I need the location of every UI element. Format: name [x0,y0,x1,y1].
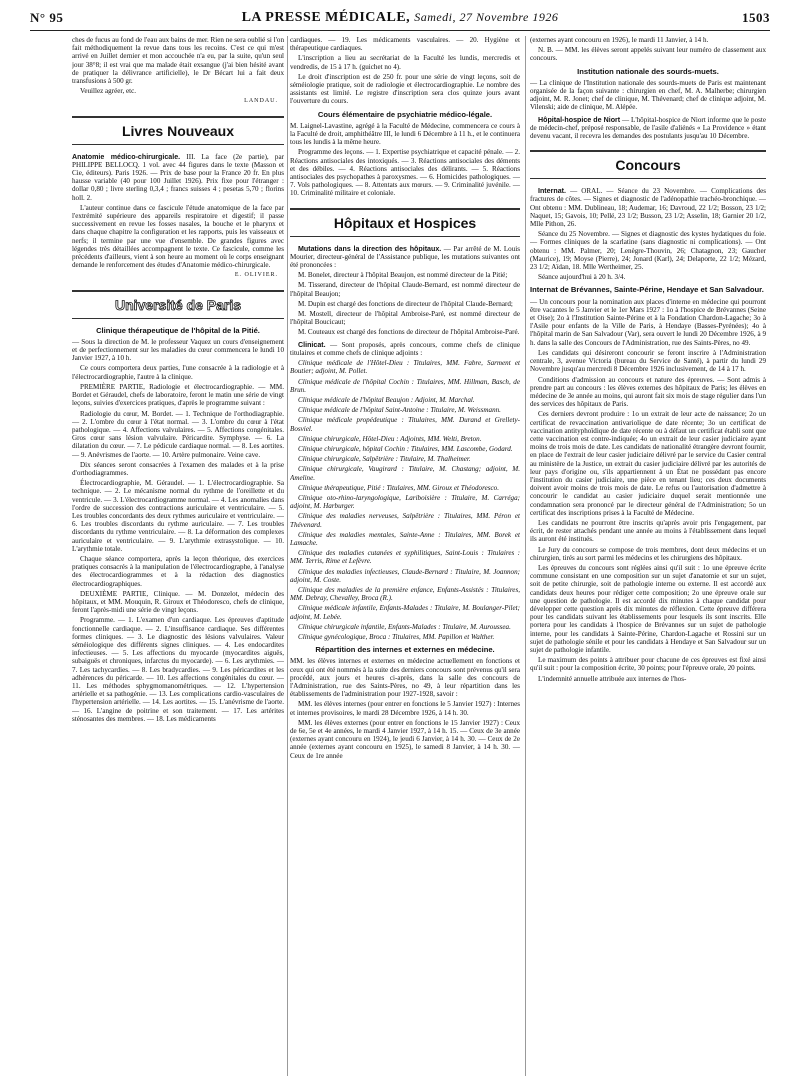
clinic-entry: Clinique des maladies cutanées et syphilitiques, Saint-Louis : Titulaires : MM. Terris, Rime et Lefèvre. [290,549,520,566]
clinic-entry: Clinique thérapeutique, Pitié : Titulaires, MM. Giroux et Théodoresco. [298,483,499,492]
article-paragraph: PREMIÈRE PARTIE, Radiologie et électrocardiographie. — MM. Bordet et Géraudel, chefs de laboratoire, feront le matin une série de vingt leçons, suivies d'exercices pratiques, d'après le programme suivant : [72,382,284,408]
letter-paragraph: Veuillez agréer, etc. [80,87,137,96]
clinic-entry: Clinique chirurgicale, hôpital Cochin : Titulaires, MM. Lascombe, Godard. [298,444,513,453]
paragraph-text: — L'hôpital-hospice de Niort informe que le poste de médecin-chef, préposé responsable, de l'asile d'aliénés « La Providence » étant devenu vacant, il recevra les demandes des postulants jusqu'au 10 Décembre. [530,115,766,141]
letter-signature: LANDAU. [244,98,278,105]
article-paragraph: M. Laignel-Lavastine, agrégé à la Faculté de Médecine, commencera ce cours à la Faculté de droit, amphithéâtre III, le lundi 6 Décembre à 11 h., et le continuera tous les lundis à la même heure. [290,121,520,147]
journal-title: LA PRESSE MÉDICALE, [241,10,411,25]
review-signature: E. OLIVIER. [234,272,278,279]
clinic-entry: Clinique gynécologique, Broca : Titulaires, MM. Papillon et Walther. [298,632,495,641]
article-paragraph: Programme des leçons. — 1. Expertise psychiatrique et capacité pénale. — 2. Réactions antisociales des intoxiqués. — 3. Réactions antisociales des déments et des débiles. — 4. Réactions antisociales des délirants. — 5. Réactions antisociales des psychopathes à paroxysmes. — 6. Homicides pathologiques. — 7. Vols pathologiques. — 8. Attentats aux mœurs. — 9. Criminalité juvénile. — 10. Criminalité militaire et coloniale. [290,148,520,198]
article-paragraph: Ces derniers devront produire : 1o un extrait de leur acte de naissance; 2o un certificat de revaccination antivariolique de date récente; 3o un certificat de vaccination antityphoïdique de date récente ou à défaut un certificat établi sont que cette vaccination est contre-indiquée; 4o un extrait de leur casier judiciaire ayant moins de trois mois de date. Les candidats de nationalité étrangère devront fournir, en place de l'extrait de leur casier judiciaire délivré par le service du Casier central au ministère de la Justice, un extrait du casier judiciaire délivré par les autorités de leur pays d'origine ou, s'ils appartiennent à un État ne possédant pas encore l'institution du casier judiciaire, une pièce en tenant lieu; ces deux documents doivent avoir moins de trois mois de date. Le refus ou l'autorisation d'admettre à concourir le candidat au casier judiciaire duquel serait mentionnée une condamnation sera prononcé par le directeur général de l'Administration; 5o un certificat des inscriptions prises à la Faculté de Médecine. [530,410,766,517]
article-paragraph: L'indemnité annuelle attribuée aux internes de l'hos- [538,674,687,683]
book-entry-details: III. La face (2e partie), par PHILIPPE BELLOCQ. 1 vol. avec 44 figures dans le texte (Masson et Cie, éditeurs). Paris 1926. — Prix de base pour la France 20 fr. En plus hausse variable (40 pour 100 Juillet 1926). Prix fixe pour l'étranger : dollar 0,80 ; livre sterling 0,3,4 ; francs suisses 4 ; pesetas 5,70 ; florins holl. 2. [72,152,284,202]
article-paragraph: N. B. — MM. les élèves seront appelés suivant leur numéro de classement aux concours. [530,46,766,63]
section-title-hopitaux: Hôpitaux et Hospices [290,208,520,237]
clinic-entry: Clinique des maladies mentales, Sainte-Anne : Titulaires, MM. Borek et Lamache. [290,530,520,547]
article-paragraph: MM. les élèves internes (pour entrer en fonctions le 5 Janvier 1927) : Internes et internes provisoires, le mardi 28 Décembre 1926, à 14 h. 30. [290,700,520,717]
article-paragraph: Séance aujourd'hui à 20 h. 3/4. [538,273,626,282]
article-paragraph: Le Jury du concours se compose de trois membres, dont deux médecins et un chirurgien, tirés au sort parmi les médecins et les chirurgiens des hôpitaux. [530,545,766,562]
article-paragraph: — Sous la direction de M. le professeur Vaquez un cours d'enseignement et de perfectionnement sur les maladies du cœur commencera le lundi 10 Janvier 1927, à 10 h. [72,337,284,363]
article-paragraph: Le maximum des points à attribuer pour chacune de ces épreuves est fixé ainsi qu'il suit : pour la composition écrite, 30 points; pour l'épreuve orale, 20 points. [530,656,766,673]
paragraph-text: — ORAL. — Séance du 23 Novembre. — Complications des fractures de côtes. — Signes et diagnostic de l'adénopathie trachéo-bronchique. — Ont obtenu : MM. Dublineau, 18; Audemar, 16; Davroud, 22 1/2; Bosson, 23 1/2; Naquet, 15; Gavois, 10; Pellé, 23 1/2; Busson, 23 1/2; Asselin, 18; Garnier 20 1/2, Mlle Pithon, 26. [530,187,766,229]
article-paragraph: MM. les élèves externes (pour entrer en fonctions le 15 Janvier 1927) : Ceux de 6e, 5e et 4e années, le mardi 4 Janvier 1927, à 14 h. 15. — Ceux de 3e année (externes ayant concouru en 1924), le jeudi 6 Janvier, à 14 h. 30. — Ceux de 2e année (externes ayant concouru en 1925), le samedi 8 Janvier, à 14 h. 30. — Ceux de 1re année [290,718,520,760]
clinic-entry: Clinique oto-rhino-laryngologique, Lariboisière : Titulaire, M. Carréga; adjoint, M. Harburger. [290,493,520,511]
article-paragraph [290,341,520,357]
article-paragraph [530,116,766,141]
paragraph-text: — Sont proposés, après concours, comme chefs de clinique titulaires et comme chefs de clinique adjoints : [290,340,520,357]
column-rule [525,36,526,1076]
clinic-entry: Clinique chirurgicale, Salpêtrière : Titulaire, M. Thalheimer. [298,455,471,464]
article-paragraph: MM. les élèves internes et externes en médecine actuellement en fonctions et ceux qui ont été nommés à la suite des derniers concours sont prévenus qu'il sera procédé, aux jours et heures ci-après, dans la salle des concours de l'Administration, rue des Saints-Pères, no 49, à leur répartition dans les établissements de l'administration pour 1927-1928, savoir : [290,657,520,699]
subsection-title: Internat de Brévannes, Sainte-Périne, Hendaye et San Salvadour. [530,285,764,295]
issue-date: Samedi, 27 Novembre 1926 [414,10,559,24]
masthead [30,10,770,26]
article-paragraph: Dix séances seront consacrées à l'examen des malades et à la prise d'orthodiagrammes. [72,460,284,477]
article-paragraph: Conditions d'admission au concours et nature des épreuves. — Sont admis à prendre part au concours : les élèves externes des hôpitaux de Paris; les élèves en médecine de 3e année au moins, qui auront fait six mois de stage régulier dans l'un des services des hôpitaux de Paris. [530,375,766,409]
clinic-entry: Clinique médicale de l'Hôtel-Dieu : Titulaires, MM. Fabre, Sarment et Boutier; adjoint, M. Pollet. [290,359,520,376]
subsection-title: Répartition des internes et externes en médecine. [315,645,495,655]
article-paragraph: Séance du 25 Novembre. — Signes et diagnostic des kystes hydatiques du foie. — Formes cliniques de la scarlatine (sans diagnostic ni complications). — Ont obtenu : MM. Palmer, 20; Lenègre-Thouvin, 26; Chatagnon, 23; Gaucher (Maurice), 19; Moyse (Pierre), 24; Jonard (Karl), 24; Delaporte, 22 1/2; Mézard, 23 1/2; Aïdan, 18. Mlle Wertheimer, 25. [530,230,766,272]
book-entry [72,153,284,202]
clinic-entry: Clinique des maladies de la première enfance, Enfants-Assistés : Titulaires, MM. Debray, Chevalley, Broca (R.). [290,585,520,603]
paragraph-lead: Internat. [538,187,566,196]
book-review: L'auteur continue dans ce fascicule l'étude anatomique de la face par l'extrémité supérieure des appareils respiratoire et digestif; il passe successivement en revue les fosses nasales, la bouche et le pharynx et dans chaque chapitre la configuration et les rapports, puis les vaisseaux et nerfs; il termine par une vue d'ensemble. De grandes figures avec légendes très détaillées accompagnent le texte. Ce fascicule, comme les précédents d'ailleurs, vient à son heure au moment où le corps enseignant demande le renforcement des études d'Anatomie médico-chirurgicale. [72,203,284,270]
article-paragraph: cardiaques. — 19. Les médicaments vasculaires. — 20. Hygiène et thérapeutique cardiaques. [290,36,520,53]
clinic-entry: Clinique médicale infantile, Enfants-Malades : Titulaire, M. Boulanger-Pilet; adjoint, M. Lebée. [290,604,520,621]
article-paragraph: Chaque séance comportera, après la leçon théorique, des exercices pratiques consacrés à la manipulation de l'électrocardiographe, à l'analyse des électrocardiogrammes et à la rédaction des diagnostics électrocardiographiques. [72,554,284,588]
article-paragraph [530,187,766,228]
clinic-entry: Clinique des maladies infectieuses, Claude-Bernard : Titulaire, M. Joannon; adjoint, M. Coste. [290,567,520,584]
article-paragraph: (externes ayant concouru en 1926), le mardi 11 Janvier, à 14 h. [530,36,709,44]
page-header [30,8,770,31]
section-title-concours: Concours [530,150,766,179]
clinic-entry: Clinique médicale de l'hôpital Cochin : Titulaires, MM. Hillman, Basch, de Brun. [290,377,520,394]
clinic-entry: Clinique médicale de l'hôpital Beaujon : Adjoint, M. Marchal. [298,395,475,404]
column-right [530,36,766,1076]
page-number: 1503 [742,10,770,25]
paragraph-lead: Mutations dans la direction des hôpitaux. [298,244,442,253]
subsection-title: Institution nationale des sourds-muets. [577,66,719,76]
subsection-title: Cours élémentaire de psychiatrie médico-légale. [317,109,493,119]
article-paragraph: Le droit d'inscription est de 250 fr. pour une série de vingt leçons, soit de séméiologie pratique, soit de radiologie et électrocardiographie. Le nombre des assistants est limité. Le registre d'inscription sera clos quinze jours avant l'ouverture du cours. [290,72,520,106]
clinic-entry: Clinique médicale propédeutique : Titulaires, MM. Durand et Grellety-Bosviel. [290,416,520,433]
article-paragraph: M. Bonelet, directeur à l'hôpital Beaujon, est nommé directeur de la Pitié; [298,271,508,280]
article-paragraph: — La clinique de l'Institution nationale des sourds-muets de Paris est maintenant organisée de la façon suivante : chirurgien en chef, M. A. Malherbe; chirurgien adjoint, M. R. Jonet; chef de clinique, M. Thévenard; chef de clinique adjoint, M. Vilenski; aide de clinique, M. Alépée. [530,78,766,112]
article-paragraph: M. Tisserand, directeur de l'hôpital Claude-Bernard, est nommé directeur de l'hôpital Beaujon; [290,281,520,298]
article-paragraph: Les épreuves du concours sont réglées ainsi qu'il suit : 1o une épreuve écrite commune consistant en une composition sur un sujet d'anatomie et sur un sujet, soit de petite chirurgie, soit de pathologie interne ou externe. Il est accordé aux candidats deux heures pour rédiger cette composition; 2o une épreuve orale sur une question de pathologie. Il est accordé dix minutes à chaque candidat pour développer cette question après dix minutes de réflexion. Cette épreuve différera pour les candidats suivant les établissements pour lesquels ils sont inscrits. Elle portera pour les candidats à l'hospice de Brévannes sur un sujet de pathologie interne, pour les candidats à Sainte-Périne, Chardon-Lagache et Rossini sur un sujet de pathologie sénile et pour les candidats à Hendaye et San Salvadour sur un sujet de pathologie infantile. [530,563,766,654]
article-paragraph: — Un concours pour la nomination aux places d'interne en médecine qui pourront être vacantes le 5 Janvier et le 1er Mars 1927 : 1o à l'hospice de Brévannes (Seine et Oise); 2o à l'Institution Sainte-Périne et à la Fondation Chardon-Lagache; 3o à l'Asile pour enfants de la Ville de Paris, à Hendaye (Basses-Pyrénées); 4o à l'hôpital marin de San Salvadour (Var), sera ouvert le lundi 20 Décembre 1926, à 9 h. dans la salle des Concours de l'Administration, rue des Saints-Pères, no 49. [530,297,766,347]
clinic-entry: Clinique chirurgicale infantile, Enfants-Malades : Titulaire, M. Auroussea. [298,622,511,631]
paragraph-text: — Par arrêté de M. Louis Mourier, directeur-général de l'Assistance publique, les mutations suivantes ont été prononcées : [290,244,520,270]
paragraph-lead: Clinicat. [298,340,326,349]
section-title-livres: Livres Nouveaux [72,116,284,145]
column-rule [287,36,288,1076]
paragraph-lead: Hôpital-hospice de Niort [538,115,621,124]
article-paragraph: Les candidats qui désireront concourir se feront inscrire à l'Administration centrale, 3, avenue Victoria (bureau du Service de Santé), à partir du lundi 29 Novembre jusqu'au mercredi 8 Décembre 1926 inclusivement, de 14 à 17 h. [530,348,766,374]
article-paragraph: Électrocardiographie, M. Géraudel. — 1. L'électrocardiographie. Sa technique. — 2. Le mécanisme normal du rythme de l'oreillette et du ventricule. — 3. L'électrocardiogramme normal. — 4. Les anomalies dans l'ordre de succession des contractions auriculaire et ventriculaire. — 5. Les troubles concordants des deux rythmes auriculaire et ventriculaire. — 6. Les troubles discordants du rythme auriculaire. — 7. Les troubles discordants du rythme ventriculaire. — 8. La déformation des complexes auriculaire et ventriculaire. — 9. L'arythmie extrasystolique. — 10. L'arythmie totale. [72,479,284,553]
clinic-entry: Clinique chirurgicale, Vaugirard : Titulaire, M. Chastang; adjoint, M. Ameline. [290,465,520,482]
article-paragraph: DEUXIÈME PARTIE, Clinique. — M. Donzelot, médecin des hôpitaux, et MM. Mouquin, R. Giroux et Théodoresco, chefs de clinique, feront l'après-midi une série de vingt leçons. [72,589,284,615]
article-paragraph: Ce cours comportera deux parties, l'une consacrée à la radiologie et à l'électrocardiographie, l'autre à la clinique. [72,364,284,381]
article-paragraph [290,245,520,270]
column-middle [290,36,520,1076]
letter-paragraph: ches de fucus au fond de l'eau aux bains de mer. Rien ne sera oublié si l'on fait méthodiquement la revue dans tous les recoins. C'est ce qui m'est arrivé en Juillet dernier et mon accouchée n'a eu, par la suite, qu'un seul jour 38°8; il est vrai que ma malade était exsangue (j'ai bien hésité avant de pratiquer la délivrance artificielle), le Dr Bécart lui a fait deux transfusions à 500 gr. [72,36,284,86]
clinic-entry: Clinique médicale de l'hôpital Saint-Antoine : Titulaire, M. Weissmann. [298,406,501,415]
article-paragraph: M. Mostell, directeur de l'hôpital Ambroise-Paré, est nommé directeur de l'hôpital Boucicaut; [290,310,520,327]
article-paragraph: M. Couteaux est chargé des fonctions de directeur de l'hôpital Ambroise-Paré. [298,328,520,337]
issue-number: N° 95 [30,10,64,25]
article-paragraph: L'inscription a lieu au secrétariat de la Faculté les lundis, mercredis et vendredis, de 15 à 17 h. (guichet no 4). [290,54,520,71]
article-paragraph: Programme. — 1. L'examen d'un cardiaque. Les épreuves d'aptitude fonctionnelle cardiaque. — 2. L'insuffisance cardiaque. Ses différentes formes cliniques. — 3. Le diagnostic des lésions valvulaires. Valeur séméiologique des différents signes cliniques. — 4. Les endocardites infectieuses. — 5. Les affections du myocarde (myocardites aiguës, subaiguës et chroniques, infarctus du myocarde). — 6. Les arythmies. — 7. Les tachycardies. — 8. Les bradycardies. — 9. Les péricardites et les adhérences du péricarde. — 10. Les affections congénitales du cœur. — 11. Les méthodes sphygmomanométriques. — 12. L'hypertension artérielle et sa pathogénie. — 13. Les complications cardio-vasculaires de l'hypertension artérielle. — 14. Les aortites. — 15. L'anévrisme de l'aorte. — 16. L'angine de poitrine et son traitement. — 17. Les artérites sténosantes des membres. — 18. Les médicaments [72,616,284,723]
column-left [72,36,284,1076]
clinic-entry: Clinique chirurgicale, Hôtel-Dieu : Adjoints, MM. Welti, Breton. [298,434,482,443]
article-paragraph: Radiologie du cœur, M. Bordet. — 1. Technique de l'orthodiagraphie. — 2. L'ombre du cœur à l'état normal. — 3. L'ombre du cœur à l'état pathologique. — 4. Affections valvulaires. — 5. Affections congénitales. Gros cœur sans lésion valvulaire. Péricardite. Symphyse. — 6. La dilatation du cœur. — 7. Le pédicule cardiaque normal. — 8. Les aortites. — 9. Anévrismes de l'aorte. — 10. Artère pulmonaire. Veine cave. [72,409,284,459]
clinic-entry: Clinique des maladies nerveuses, Salpêtrière : Titulaires, MM. Péron et Thévenard. [290,512,520,529]
article-paragraph: Les candidats ne pourront être inscrits qu'après avoir pris l'engagement, par écrit, de rester attachés pendant une année au moins à l'établissement dans lequel ils auront été institués. [530,518,766,544]
book-entry-title: Anatomie médico-chirurgicale. [72,152,181,161]
subsection-title: Clinique thérapeutique de l'hôpital de la Pitié. [96,325,260,335]
section-title-universite: Université de Paris [72,290,284,319]
article-paragraph: M. Dupin est chargé des fonctions de directeur de l'hôpital Claude-Bernard; [298,299,513,308]
